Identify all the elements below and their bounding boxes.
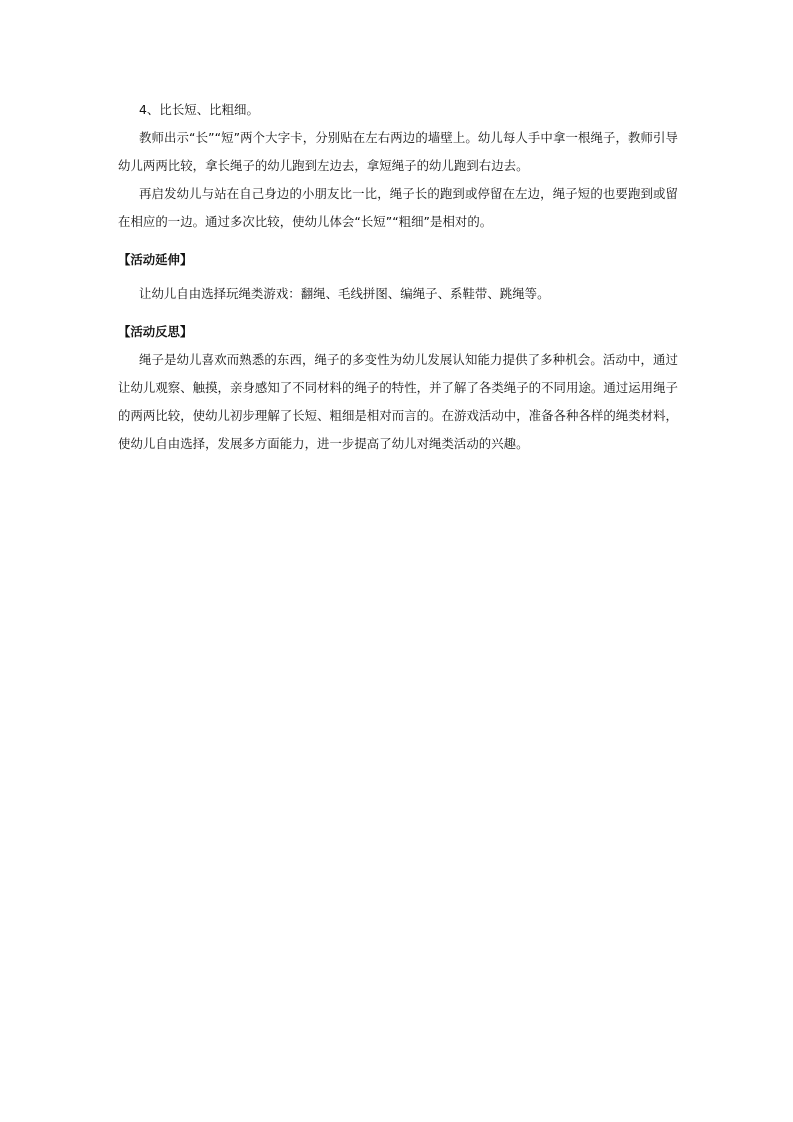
document-content (118, 96, 678, 458)
extension-heading: 【活动延伸】 (118, 252, 193, 267)
step4-paragraph-1: 教师出示“长”“短”两个大字卡，分别贴在左右两边的墙壁上。幼儿每人手中拿一根绳子，教师引导幼儿两两比较，拿长绳子的幼儿跑到左边去，拿短绳子的幼儿跑到右边去。 (118, 130, 678, 173)
step4-paragraph-2: 再启发幼儿与站在自己身边的小朋友比一比，绳子长的跑到或停留在左边，绳子短的也要跑到或留在相应的一边。通过多次比较，使幼儿体会“长短”“粗细”是相对的。 (118, 186, 678, 229)
section-spacer (118, 308, 678, 318)
extension-paragraph: 让幼儿自由选择玩绳类游戏：翻绳、毛线拼图、编绳子、系鞋带、跳绳等。 (139, 286, 550, 301)
section-spacer (118, 236, 678, 246)
reflection-heading: 【活动反思】 (118, 324, 193, 339)
step4-title: 4、比长短、比粗细。 (139, 102, 259, 117)
reflection-paragraph: 绳子是幼儿喜欢而熟悉的东西，绳子的多变性为幼儿发展认知能力提供了多种机会。活动中，通过让幼儿观察、触摸，亲身感知了不同材料的绳子的特性，并了解了各类绳子的不同用途。通过运用绳子的两两比较，使幼儿初步理解了长短、粗细是相对而言的。在游戏活动中，准备各种各样的绳类材料，使幼儿自由选择，发展多方面能力，进一步提高了幼儿对绳类活动的兴趣。 (118, 352, 678, 451)
